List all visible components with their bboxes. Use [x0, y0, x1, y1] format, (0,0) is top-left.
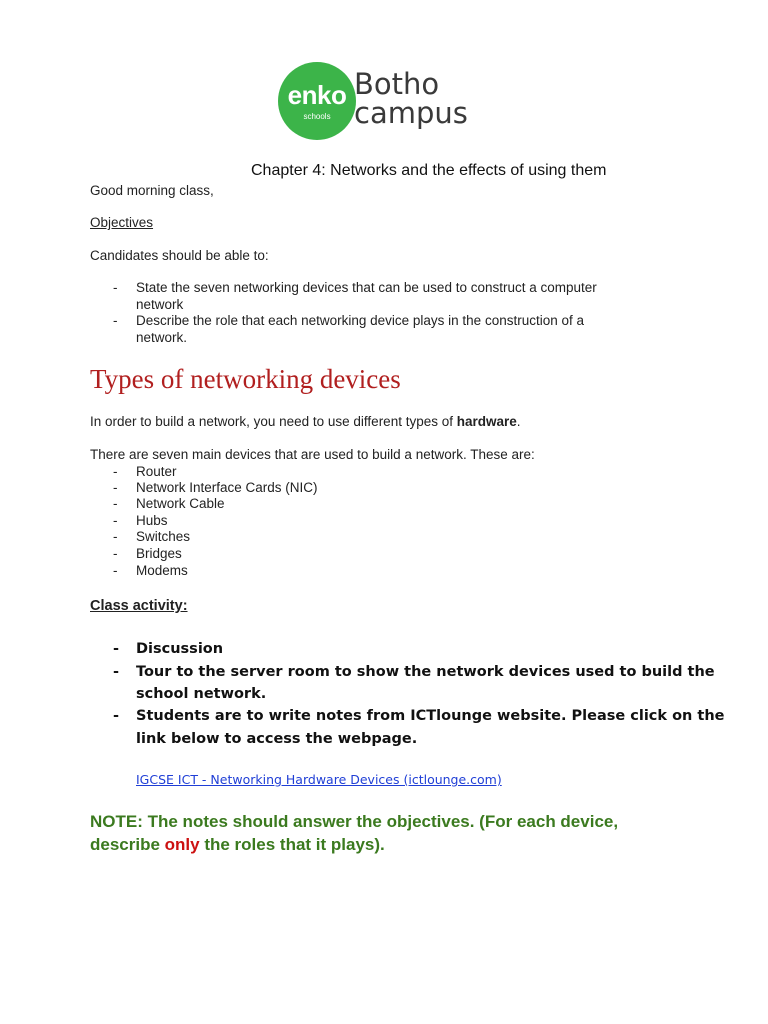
hardware-sentence-before: In order to build a network, you need to use different types of [90, 414, 457, 429]
bullet-dash: - [113, 563, 118, 578]
enko-botho-logo [278, 62, 468, 144]
device-item: Network Cable [136, 496, 225, 511]
activity-2-line1: Tour to the server room to show the network devices used to build the [136, 664, 715, 680]
activity-3-line2: link below to access the webpage. [136, 731, 418, 747]
greeting: Good morning class, [90, 183, 214, 198]
hardware-term: hardware [456, 414, 517, 429]
bullet-dash: - [113, 480, 118, 495]
objective-1-line2: network [136, 297, 184, 312]
chapter-title: Chapter 4: Networks and the effects of using them [251, 162, 607, 179]
note-line2 [90, 833, 690, 856]
note-describe: describe [90, 835, 165, 854]
hardware-sentence [90, 414, 521, 429]
bullet-dash: - [113, 546, 118, 561]
bullet-dash: - [113, 313, 118, 328]
logo-circle [278, 62, 356, 140]
hardware-sentence-after: . [516, 414, 521, 429]
objective-1-line1: State the seven networking devices that can be used to construct a computer [136, 280, 597, 295]
objective-2-line1: Describe the role that each networking device plays in the construction of a [136, 313, 584, 328]
note-line1: NOTE: The notes should answer the objectives. (For each device, [90, 812, 619, 831]
device-item: Bridges [136, 546, 182, 561]
logo-sub: schools [303, 112, 331, 121]
bullet-dash: - [113, 664, 120, 680]
bullet-dash: - [113, 464, 118, 479]
devices-intro: There are seven main devices that are used to build a network. These are: [90, 447, 535, 462]
note-only-emphasis: only [164, 835, 200, 854]
logo-campus-text [354, 67, 468, 130]
device-item: Switches [136, 529, 191, 544]
logo-line2: campus [354, 96, 468, 130]
bullet-dash: - [113, 496, 118, 511]
logo-line1: Botho [354, 67, 440, 101]
device-item: Hubs [136, 513, 168, 528]
device-item: Router [136, 464, 177, 479]
bullet-dash: - [113, 280, 118, 295]
bullet-dash: - [113, 529, 118, 544]
bullet-dash: - [113, 708, 120, 724]
section-heading: Types of networking devices [90, 364, 401, 394]
activity-1: Discussion [136, 641, 224, 657]
candidates-intro: Candidates should be able to: [90, 248, 269, 263]
bullet-dash: - [113, 513, 118, 528]
objective-2-line2: network. [136, 330, 188, 345]
device-item: Network Interface Cards (NIC) [136, 480, 318, 495]
logo-word: enko [287, 80, 347, 110]
device-item: Modems [136, 563, 188, 578]
note-paragraph [90, 810, 690, 856]
activity-3-line1: Students are to write notes from ICTlounge website. Please click on the [136, 708, 725, 724]
objectives-heading: Objectives [90, 215, 154, 230]
activity-2-line2: school network. [136, 686, 267, 702]
ictlounge-link[interactable]: IGCSE ICT - Networking Hardware Devices (ictlounge.com) [136, 772, 502, 787]
class-activity-heading: Class activity: [90, 598, 188, 614]
note-roles: the roles that it plays). [199, 835, 385, 854]
bullet-dash: - [113, 641, 120, 657]
